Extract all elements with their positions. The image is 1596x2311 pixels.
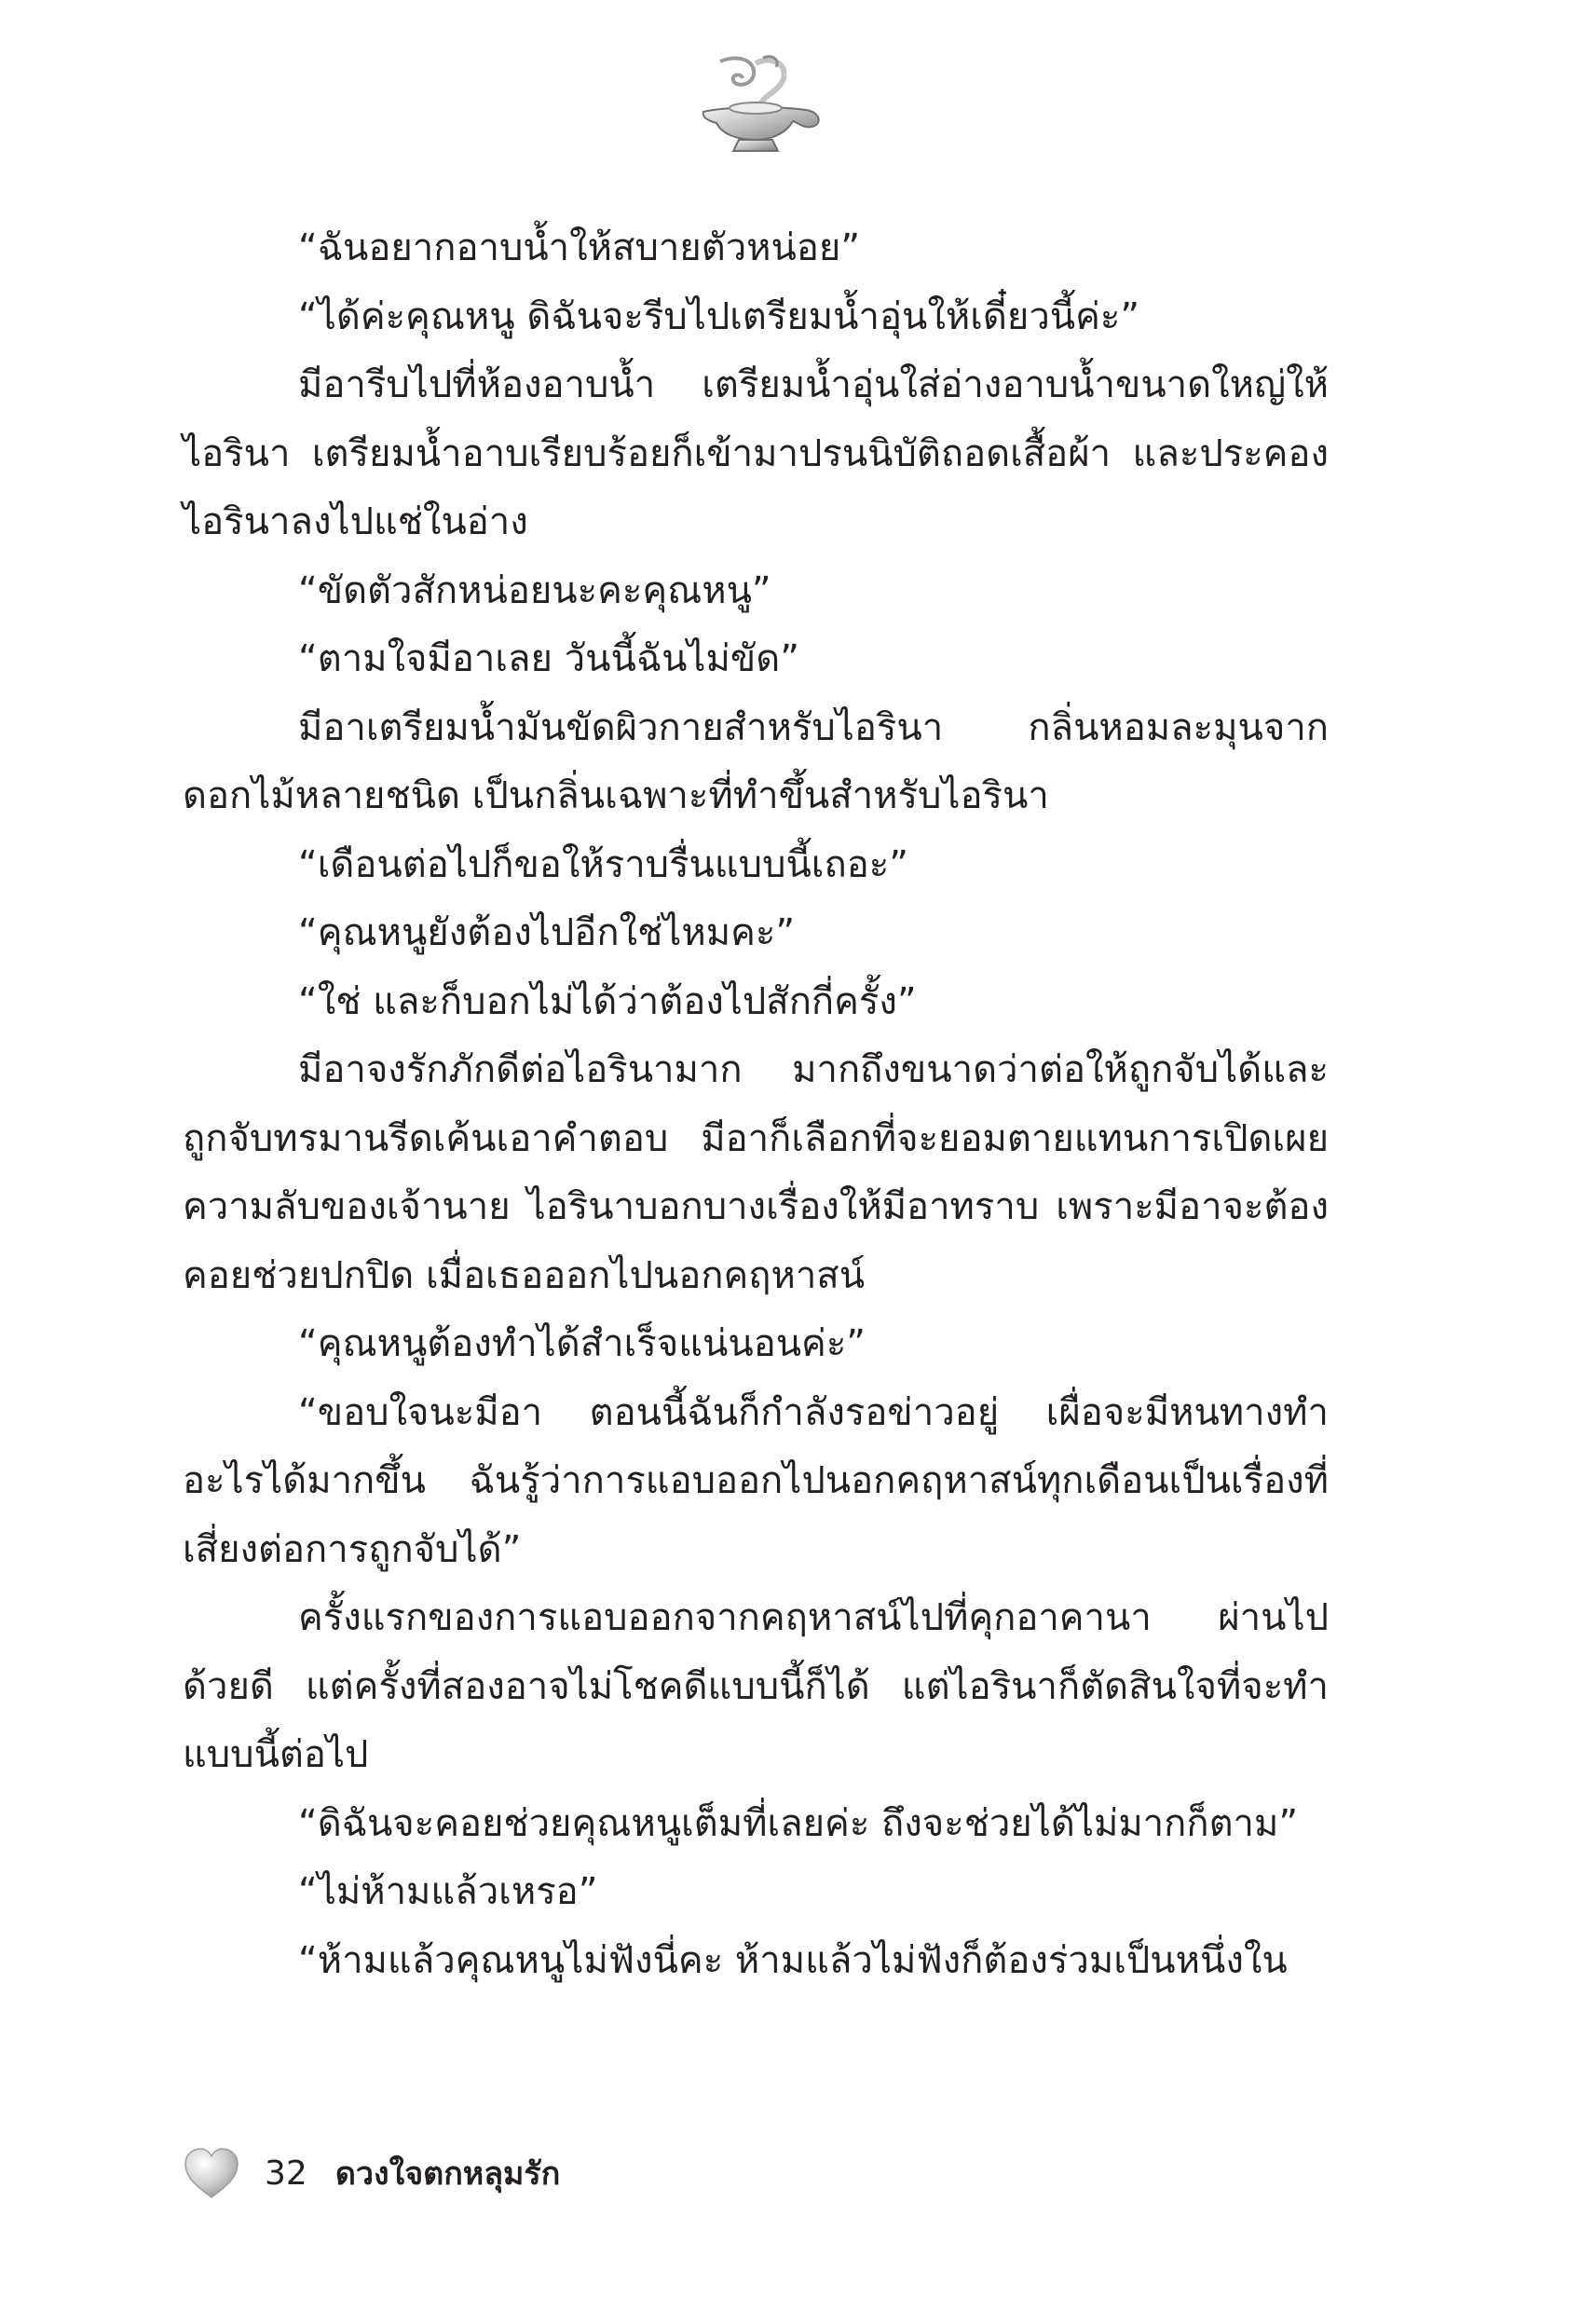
paragraph: “ขอบใจนะมีอา ตอนนี้ฉันก็กำลังรอข่าวอยู่ เผื่อจะมีหนทางทำอะไรได้มากขึ้น ฉันรู้ว่าการแอบออกไปนอกคฤหาสน์ทุกเดือนเป็นเรื่องที่เสี่ยงต่อการถูกจับได้” <box>183 1390 1329 1571</box>
paragraph: “คุณหนูต้องทำได้สำเร็จแน่นอนค่ะ” <box>298 1322 866 1365</box>
paragraph: มีอาจงรักภักดีต่อไอรินามาก มากถึงขนาดว่าต่อให้ถูกจับได้และถูกจับทรมานรีดเค้นเอาคำตอบ มีอาก็เลือกที่จะยอมตายแทนการเปิดเผยความลับของเจ้านาย ไอรินาบอกบางเรื่องให้มีอาทราบ เพราะมีอาจะต้องคอยช่วยปกปิด เมื่อเธอออกไปนอกคฤหาสน์ <box>183 1048 1329 1297</box>
paragraph: มีอาเตรียมน้ำมันขัดผิวกายสำหรับไอรินา กลิ่นหอมละมุนจากดอกไม้หลายชนิด เป็นกลิ่นเฉพาะที่ทำขึ้นสำหรับไอรินา <box>183 705 1329 817</box>
paragraph: มีอารีบไปที่ห้องอาบน้ำ เตรียมน้ำอุ่นใส่อ่างอาบน้ำขนาดใหญ่ให้ไอรินา เตรียมน้ำอาบเรียบร้อยก็เข้ามาปรนนิบัติถอดเสื้อผ้า และประคองไอรินาลงไปแช่ในอ่าง <box>183 363 1329 543</box>
page-number: 32 <box>265 2154 307 2193</box>
heart-icon <box>183 2147 240 2199</box>
page-body <box>183 214 1329 1995</box>
paragraph: “ไม่ห้ามแล้วเหรอ” <box>298 1870 598 1913</box>
book-title: ดวงใจตกหลุมรัก <box>334 2155 561 2193</box>
paragraph: “ห้ามแล้วคุณหนูไม่ฟังนี่คะ ห้ามแล้วไม่ฟังก็ต้องร่วมเป็นหนึ่งใน <box>298 1938 1288 1982</box>
paragraph: “ฉันอยากอาบน้ำให้สบายตัวหน่อย” <box>298 226 861 269</box>
paragraph: “ดิฉันจะคอยช่วยคุณหนูเต็มที่เลยค่ะ ถึงจะช่วยได้ไม่มากก็ตาม” <box>298 1801 1299 1845</box>
paragraph: “ได้ค่ะคุณหนู ดิฉันจะรีบไปเตรียมน้ำอุ่นให้เดี๋ยวนี้ค่ะ” <box>298 294 1140 338</box>
paragraph: ครั้งแรกของการแอบออกจากคฤหาสน์ไปที่คุกอาคานา ผ่านไปด้วยดี แต่ครั้งที่สองอาจไม่โชคดีแบบนี้ก็ได้ แต่ไอรินาก็ตัดสินใจที่จะทำแบบนี้ต่อไป <box>183 1596 1329 1776</box>
genie-lamp-icon <box>694 54 825 158</box>
paragraph: “ใช่ และก็บอกไม่ได้ว่าต้องไปสักกี่ครั้ง” <box>298 979 917 1023</box>
page-footer <box>183 2145 560 2201</box>
paragraph: “ขัดตัวสักหน่อยนะคะคุณหนู” <box>298 568 771 612</box>
paragraph: “คุณหนูยังต้องไปอีกใช่ไหมคะ” <box>298 911 796 954</box>
paragraph: “เดือนต่อไปก็ขอให้ราบรื่นแบบนี้เถอะ” <box>298 842 908 886</box>
paragraph: “ตามใจมีอาเลย วันนี้ฉันไม่ขัด” <box>298 637 799 680</box>
